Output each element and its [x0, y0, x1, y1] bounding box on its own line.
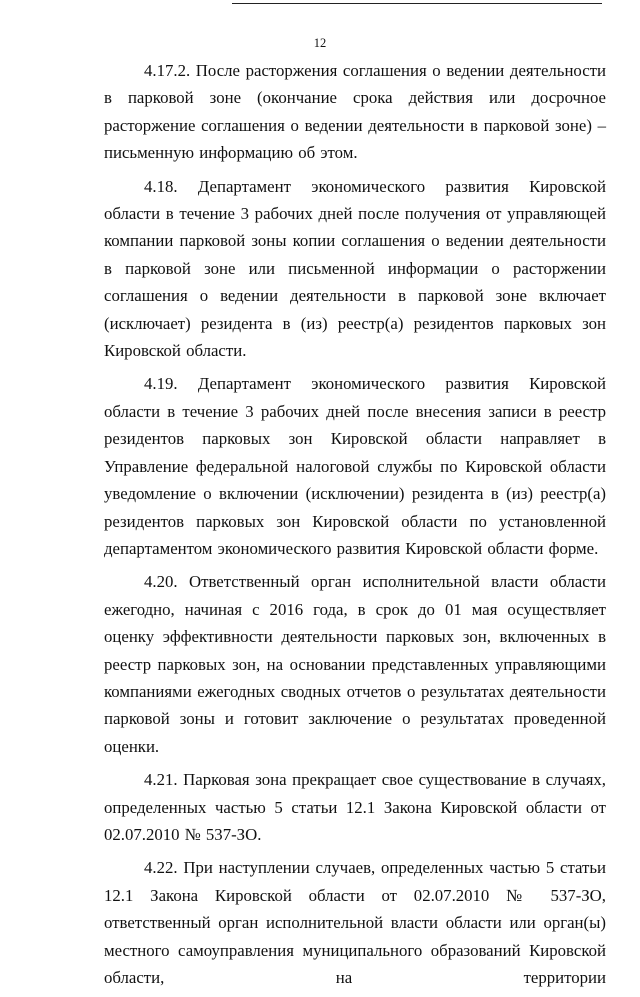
- paragraph-4-19: 4.19. Департамент экономического развития Кировской области в течение 3 рабочих дней после внесения записи в реестр резидентов парковых зон Кировской области направляет в Управление федеральной налоговой службы по Кировской области уведомление о включении (исключении) резидента в (из) реестр(а) резидентов парковых зон Кировской области по установленной департаментом экономического развития Кировской области форме.: [104, 374, 606, 558]
- page-number: 12: [313, 36, 327, 50]
- paragraph-4-20: 4.20. Ответственный орган исполнительной власти области ежегодно, начиная с 2016 года, в срок до 01 мая осуществляет оценку эффективности деятельности парковых зон, включенных в реестр парковых зон, на основании представленных управляющими компаниями ежегодных сводных отчетов о результатах деятельности парковой зоны и готовит заключение о результатах проведенной оценки.: [104, 572, 606, 756]
- paragraph-4-22: 4.22. При наступлении случаев, определенных частью 5 статьи 12.1 Закона Кировской области от 02.07.2010 № 537-ЗО, ответственный орган исполнительной власти области или орган(ы) местного самоуправления муниципального образований Кировской области, на территории: [104, 858, 606, 987]
- paragraph-4-18: 4.18. Департамент экономического развития Кировской области в течение 3 рабочих дней после получения от управляющей компании парковой зоны копии соглашения о ведении деятельности в парковой зоне или письменной информации о расторжении соглашения о ведении деятельности в парковой зоне включает (исключает) резидента в (из) реестр(а) резидентов парковых зон Кировской области.: [104, 176, 606, 361]
- paragraph-4-21: 4.21. Парковая зона прекращает свое существование в случаях, определенных частью 5 статьи 12.1 Закона Кировской области от 02.07.2010 № 537-ЗО.: [104, 770, 606, 844]
- paragraph-4-17-2: 4.17.2. После расторжения соглашения о ведении деятельности в парковой зоне (окончание срока действия или досрочное расторжение соглашения о ведении деятельности в парковой зоне) – письменную информацию об этом.: [104, 61, 606, 163]
- top-rule: [232, 3, 602, 4]
- document-body: [104, 57, 606, 997]
